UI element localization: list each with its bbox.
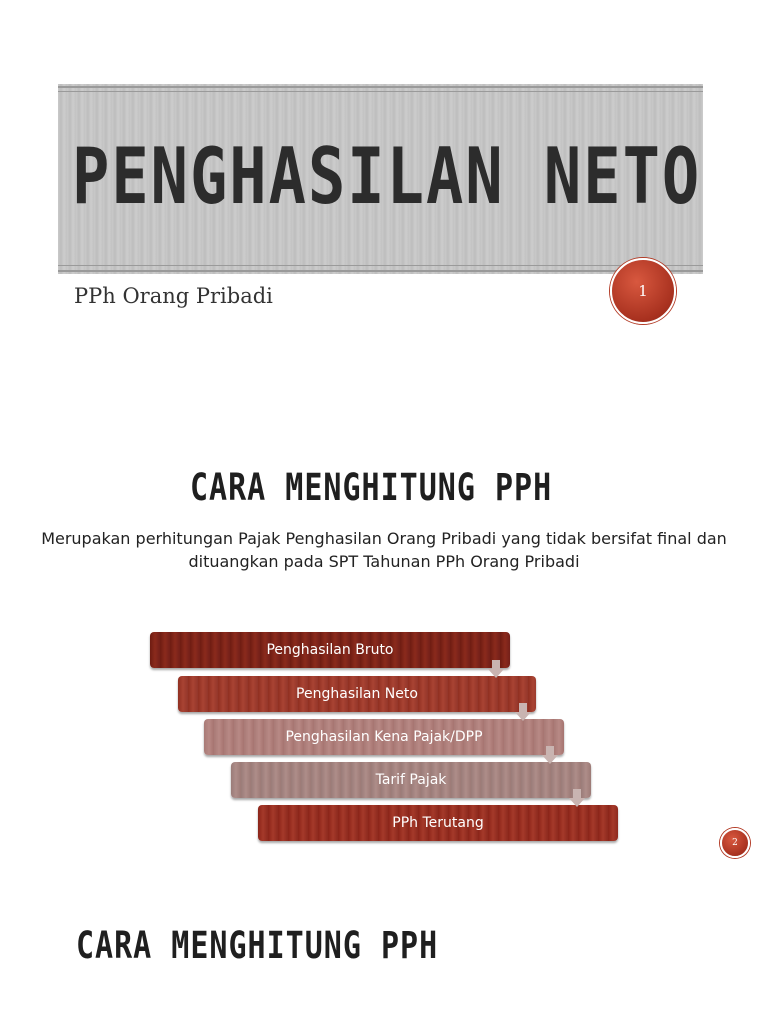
down-arrow-icon: [488, 660, 504, 678]
section-description: Merupakan perhitungan Pajak Penghasilan Orang Pribadi yang tidak bersifat final dan dituangkan pada SPT Tahunan PPh Orang Pribadi: [41, 529, 727, 571]
banner-top-line-thin: [58, 91, 703, 92]
flow-step: PPh Terutang: [258, 805, 618, 841]
flow-step: Tarif Pajak: [231, 762, 591, 798]
banner-bottom-line: [58, 270, 703, 272]
down-arrow-icon: [569, 789, 585, 807]
page-number-badge: 2: [720, 828, 750, 858]
banner-top-line: [58, 86, 703, 88]
banner-bottom-line-thin: [58, 265, 703, 266]
flow-step: Penghasilan Neto: [178, 676, 536, 712]
slide-subtitle: PPh Orang Pribadi: [74, 284, 273, 308]
section-heading: CARA MENGHITUNG PPH: [76, 924, 439, 968]
page-number-badge: 1: [610, 258, 676, 324]
section-heading: CARA MENGHITUNG PPH: [190, 466, 553, 510]
flow-step: Penghasilan Kena Pajak/DPP: [204, 719, 564, 755]
down-arrow-icon: [542, 746, 558, 764]
flow-step: Penghasilan Bruto: [150, 632, 510, 668]
down-arrow-icon: [515, 703, 531, 721]
slide-title: PENGHASILAN NETO: [72, 130, 702, 222]
